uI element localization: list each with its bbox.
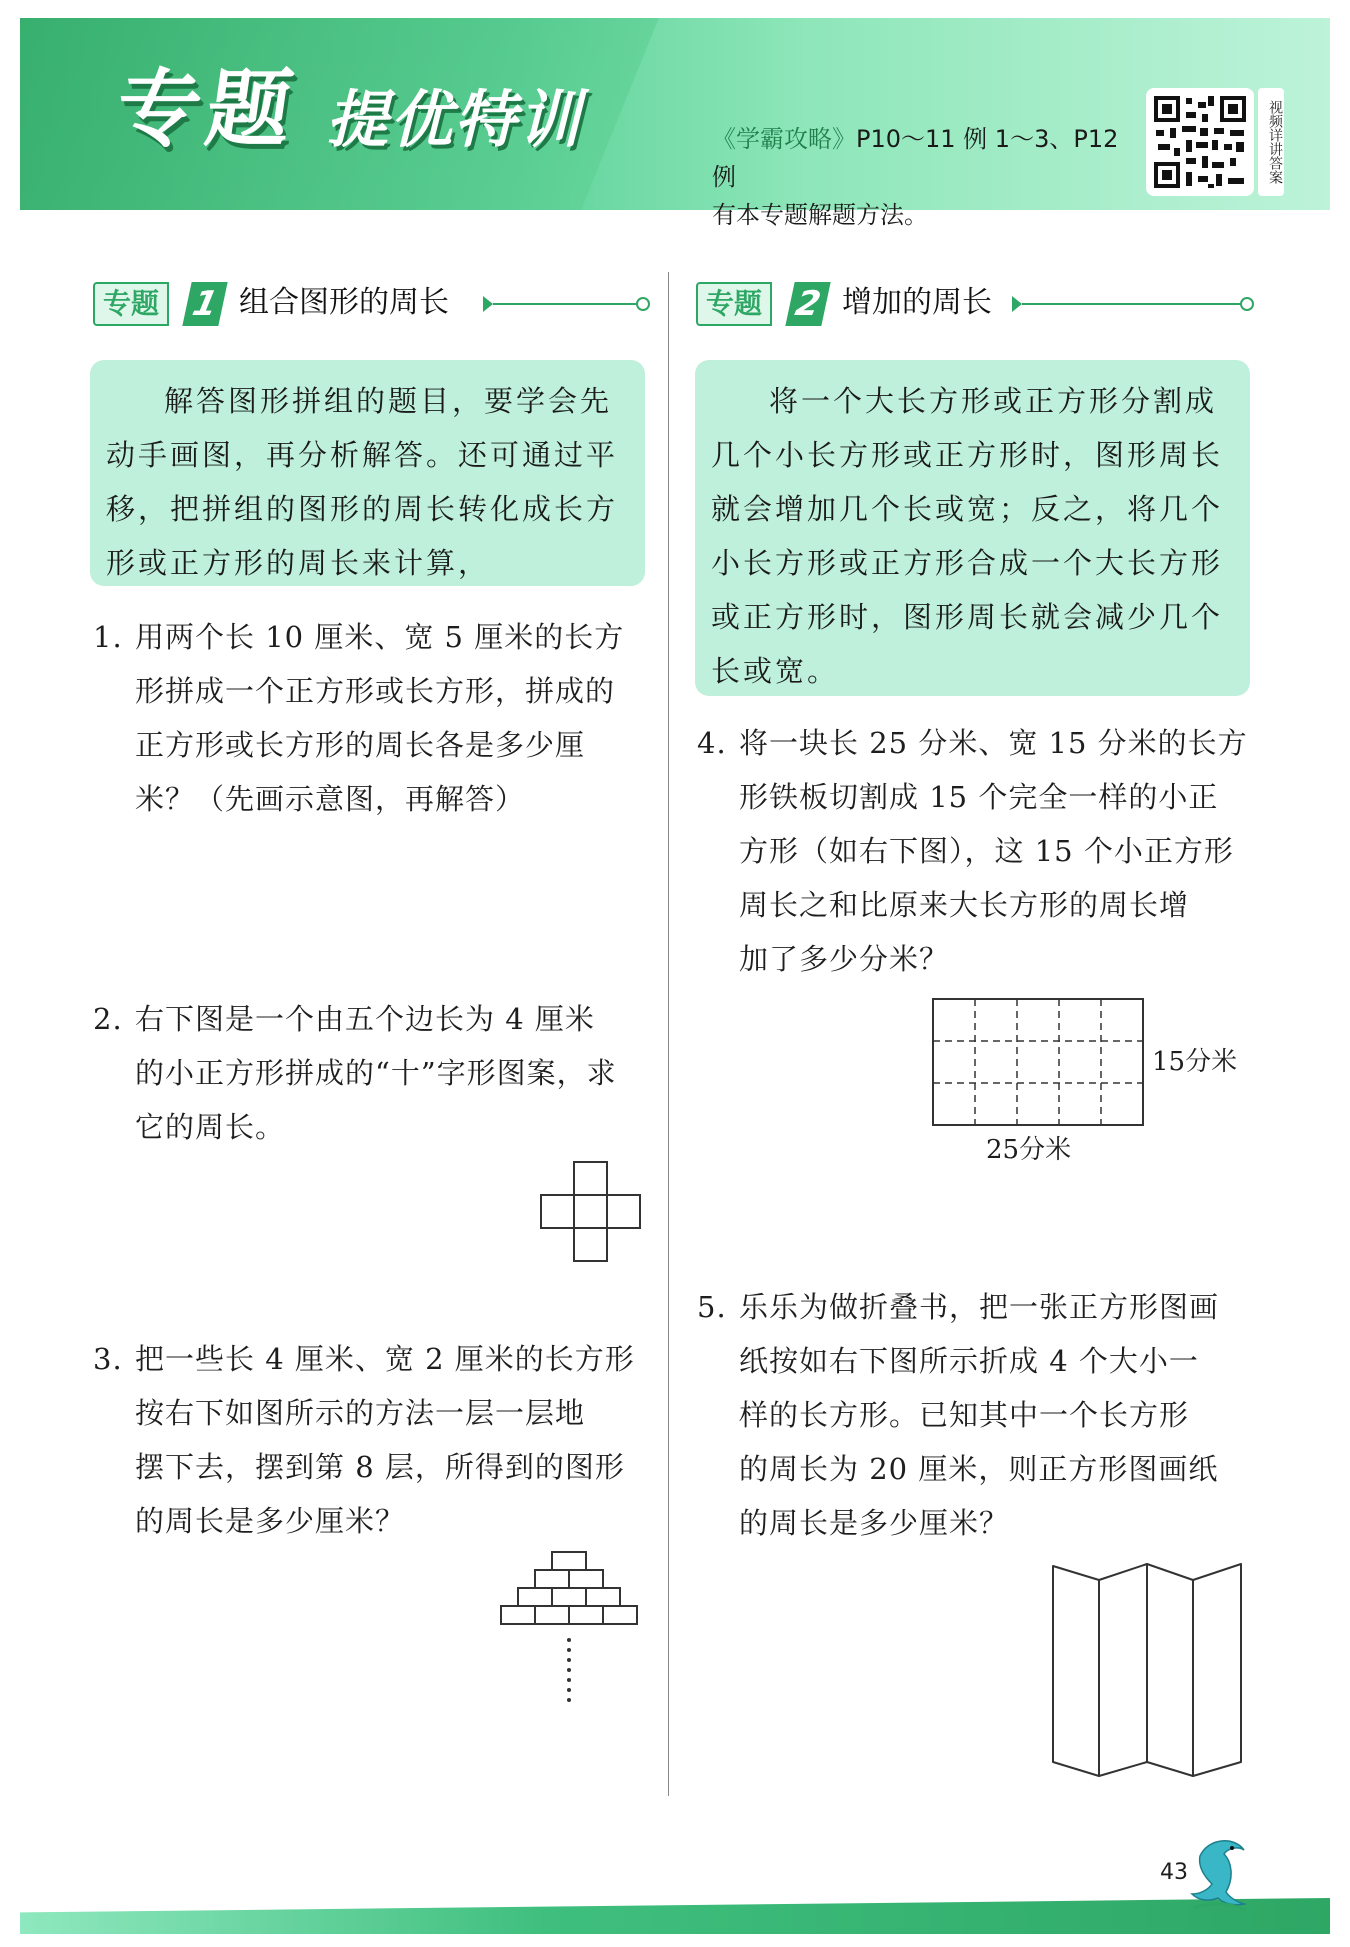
section-2-heading — [696, 282, 1256, 326]
qr-code-icon[interactable] — [1146, 88, 1254, 196]
section-tag: 专题 — [696, 282, 772, 326]
divided-rectangle-figure — [930, 996, 1250, 1166]
section-number: 1 — [182, 282, 227, 326]
reference-pages: P10～11 例 1～3、P12 例 — [712, 125, 1119, 191]
question-line: 摆下去，摆到第 8 层，所得到的图形 — [135, 1450, 625, 1484]
question-number: 5. — [697, 1290, 727, 1324]
question-line: 按右下如图所示的方法一层一层地 — [135, 1396, 586, 1430]
question-line: 它的周长。 — [135, 1110, 286, 1144]
question-5 — [697, 1280, 1257, 1560]
question-line: 乐乐为做折叠书，把一张正方形图画 — [739, 1290, 1220, 1324]
reference-note-line2: 有本专题解题方法。 — [712, 201, 928, 229]
folded-paper-figure — [1050, 1558, 1246, 1780]
question-line: 形铁板切割成 15 个完全一样的小正 — [739, 780, 1219, 814]
question-line: 的周长为 20 厘米，则正方形图画纸 — [739, 1452, 1219, 1486]
question-4 — [697, 716, 1257, 996]
question-line: 纸按如右下图所示折成 4 个大小一 — [739, 1344, 1199, 1378]
dot-icon — [1240, 297, 1254, 311]
question-1 — [93, 610, 653, 830]
footer-band — [20, 1898, 1330, 1934]
section-title: 增加的周长 — [842, 285, 992, 320]
cross-shape-figure — [538, 1160, 644, 1266]
section-number: 2 — [785, 282, 830, 326]
question-line: 米？（先画示意图，再解答） — [135, 782, 526, 816]
question-line: 加了多少分米？ — [739, 942, 950, 976]
question-line: 的小正方形拼成的“十”字形图案，求 — [135, 1056, 617, 1090]
question-line: 周长之和比原来大长方形的周长增 — [739, 888, 1190, 922]
divider-line — [1022, 303, 1242, 305]
question-2 — [93, 992, 653, 1162]
book-name: 《学霸攻略》 — [712, 125, 856, 153]
arrow-icon — [483, 296, 493, 312]
question-line: 的周长是多少厘米？ — [739, 1506, 1010, 1540]
question-line: 用两个长 10 厘米、宽 5 厘米的长方 — [135, 620, 625, 654]
section-tag: 专题 — [93, 282, 169, 326]
question-number: 2. — [93, 1002, 123, 1036]
header-reference-note — [712, 120, 1122, 234]
dolphin-icon — [1188, 1832, 1252, 1916]
section-title: 组合图形的周长 — [239, 285, 449, 320]
section-1-tip: 解答图形拼组的题目，要学会先动手画图，再分析解答。还可通过平移，把拼组的图形的周长转化成长方形或正方形的周长来计算， — [90, 360, 645, 586]
divider-line — [493, 303, 638, 305]
question-line: 方形（如右下图），这 15 个小正方形 — [739, 834, 1234, 868]
question-line: 的周长是多少厘米？ — [135, 1504, 406, 1538]
question-number: 3. — [93, 1342, 123, 1376]
dot-icon — [636, 297, 650, 311]
question-line: 把一些长 4 厘米、宽 2 厘米的长方形 — [135, 1342, 635, 1376]
height-label: 15分米 — [1152, 1047, 1238, 1077]
question-line: 将一块长 25 分米、宽 15 分米的长方 — [739, 726, 1248, 760]
question-line: 正方形或长方形的周长各是多少厘 — [135, 728, 586, 762]
question-line: 样的长方形。已知其中一个长方形 — [739, 1398, 1190, 1432]
question-number: 4. — [697, 726, 727, 760]
width-label: 25分米 — [986, 1135, 1072, 1165]
page-subtitle: 提优特训 — [326, 83, 583, 156]
qr-label: 视频详讲答案 — [1258, 88, 1284, 196]
question-line: 右下图是一个由五个边长为 4 厘米 — [135, 1002, 595, 1036]
arrow-icon — [1012, 296, 1022, 312]
question-number: 1. — [93, 620, 123, 654]
section-2-tip: 将一个大长方形或正方形分割成几个小长方形或正方形时，图形周长就会增加几个长或宽；反之，将几个小长方形或正方形合成一个大长方形或正方形时，图形周长就会减少几个长或宽。 — [695, 360, 1250, 696]
section-1-heading — [93, 282, 653, 326]
question-3 — [93, 1332, 653, 1552]
page-title: 专题 — [110, 60, 304, 158]
stacked-bricks-figure — [498, 1550, 642, 1718]
page-number: 43 — [1160, 1860, 1188, 1885]
question-line: 形拼成一个正方形或长方形，拼成的 — [135, 674, 616, 708]
column-divider — [668, 272, 669, 1796]
